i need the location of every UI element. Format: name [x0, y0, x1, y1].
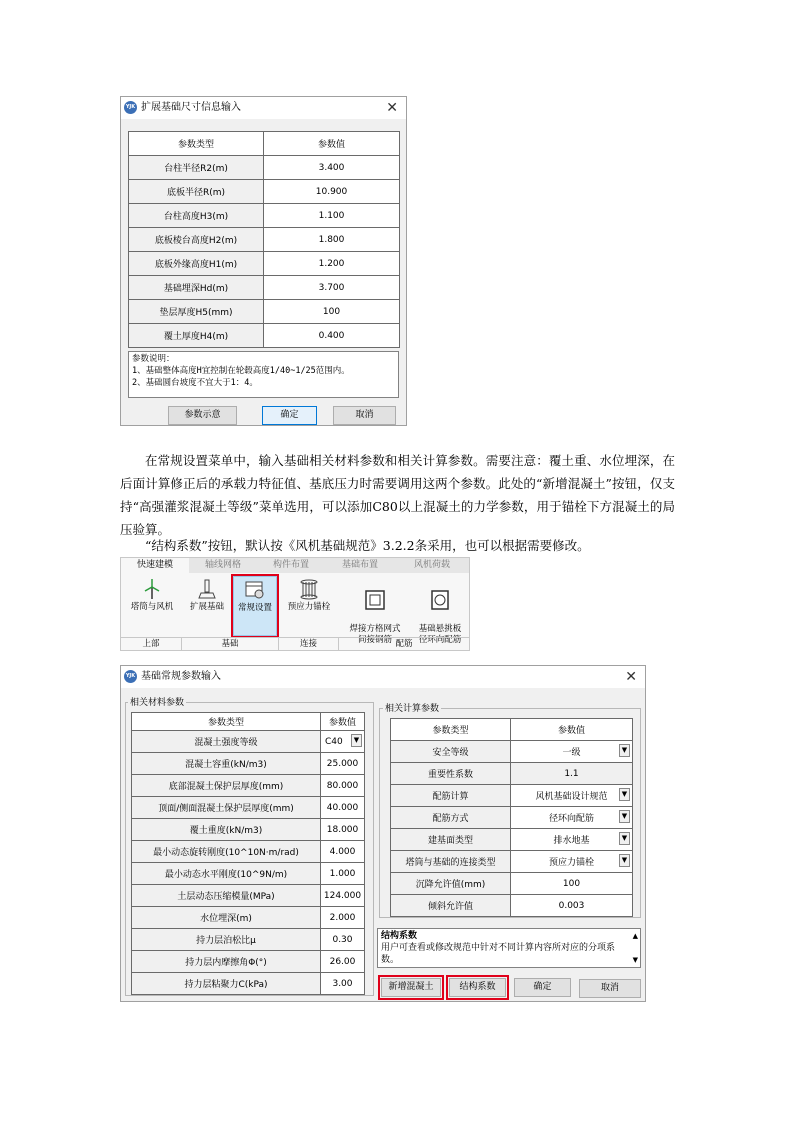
param-value-cell[interactable]: [511, 895, 633, 917]
struct-coef-info-box: [377, 928, 641, 968]
param-label: 垫层厚度H5(mm): [129, 300, 264, 324]
param-label: 最小动态水平刚度(10^9N/m): [132, 863, 321, 885]
group-rebar: 配筋: [395, 639, 413, 649]
tab-foundation-layout[interactable]: 基础布置: [341, 560, 378, 570]
welded-mesh-rebar-button[interactable]: [342, 576, 408, 645]
param-value-cell[interactable]: [321, 885, 365, 907]
tab-axis-grid[interactable]: 轴线网格: [204, 560, 241, 570]
button-label: 预应力锚栓: [287, 602, 331, 612]
table-row: [132, 929, 365, 951]
col-header-value: 参数值: [264, 132, 400, 156]
param-value-cell[interactable]: [321, 929, 365, 951]
table-row: [391, 741, 633, 763]
table-row: [391, 785, 633, 807]
param-value: 10.900: [315, 186, 348, 197]
param-label: 配筋计算: [391, 785, 511, 807]
param-label: 沉降允许值(mm): [391, 873, 511, 895]
group-upper: 上部: [121, 638, 182, 651]
table-row: [129, 156, 400, 180]
param-value: 一级: [562, 748, 581, 758]
param-value-cell[interactable]: [264, 252, 400, 276]
ribbon-tabs: [121, 558, 469, 573]
dialog-title: 扩展基础尺寸信息输入: [141, 102, 241, 113]
param-label: 底板外缘高度H1(m): [129, 252, 264, 276]
cancel-button[interactable]: 取消: [333, 406, 396, 425]
ok-button[interactable]: 确定: [262, 406, 317, 425]
note-line: 1、基础整体高度H宜控制在轮毂高度1/40~1/25范围内。: [132, 366, 350, 376]
table-row: [132, 797, 365, 819]
foundation-icon: [196, 578, 218, 600]
param-value: 径环向配筋: [548, 814, 594, 824]
param-value-cell[interactable]: [511, 785, 633, 807]
ok-button[interactable]: 确定: [514, 978, 571, 997]
param-label: 底板棱台高度H2(m): [129, 228, 264, 252]
group-connection: 连接: [279, 638, 339, 651]
param-label: 台柱高度H3(m): [129, 204, 264, 228]
param-value: 2.000: [329, 912, 356, 923]
dropdown-arrow-icon[interactable]: ▼: [351, 734, 362, 747]
param-value-cell[interactable]: [321, 797, 365, 819]
close-icon[interactable]: ✕: [625, 669, 637, 685]
param-label: 持力层泊松比μ: [132, 929, 321, 951]
group-foundation: 基础: [182, 638, 279, 651]
param-value-cell[interactable]: [321, 731, 365, 753]
radial-rebar-icon: [429, 589, 451, 611]
param-label: 塔筒与基础的连接类型: [391, 851, 511, 873]
material-group-title: 相关材料参数: [128, 695, 186, 708]
param-label: 顶面/侧面混凝土保护层厚度(mm): [132, 797, 321, 819]
table-row: [391, 829, 633, 851]
param-value-cell[interactable]: [321, 775, 365, 797]
param-value: 3.700: [318, 282, 345, 293]
tab-member-layout[interactable]: 构件布置: [272, 560, 309, 570]
param-value-cell[interactable]: [511, 741, 633, 763]
dialog-titlebar: [121, 97, 406, 119]
notes-box: [128, 351, 399, 398]
app-logo-icon: YJK: [124, 670, 137, 683]
param-value-cell[interactable]: [511, 807, 633, 829]
param-value-cell[interactable]: [264, 204, 400, 228]
param-value-cell[interactable]: [321, 907, 365, 929]
param-value: 1.800: [318, 234, 345, 245]
tab-wind-load[interactable]: 风机荷载: [413, 560, 450, 570]
param-label: 重要性系数: [391, 763, 511, 785]
table-row: [132, 841, 365, 863]
material-params-table: [131, 712, 365, 995]
paragraph-main: 在常规设置菜单中，输入基础相关材料参数和相关计算参数。需要注意：覆土重、水位埋深，在后面计算修正后的承载力特征值、基底压力时需要调用这两个参数。此处的“新增混凝土”按钮，仅支持“高强灌浆混凝土等级”菜单选用，可以添加C80以上混凝土的力学参数，用于锚栓下方混凝土的局压验算。: [120, 453, 675, 537]
param-value: 0.30: [332, 934, 353, 945]
col-header-value: 参数值: [511, 719, 633, 741]
param-label: 安全等级: [391, 741, 511, 763]
general-params-dialog: [120, 665, 646, 1002]
table-row: [132, 973, 365, 995]
param-value: 0.400: [318, 330, 345, 341]
struct-coef-button[interactable]: 结构系数: [449, 978, 506, 997]
info-text: 用户可查看或修改规范中针对不同计算内容所对应的分项系数。: [381, 943, 616, 965]
button-label: 常规设置: [237, 603, 272, 613]
param-label: 最小动态旋转刚度(10^10N·m/rad): [132, 841, 321, 863]
param-value-cell[interactable]: [511, 873, 633, 895]
param-value: 风机基础设计规范: [535, 792, 608, 802]
param-value: 25.000: [326, 758, 359, 769]
note-line: 参数说明：: [132, 354, 175, 364]
dropdown-arrow-icon[interactable]: ▼: [619, 788, 630, 801]
param-label: 配筋方式: [391, 807, 511, 829]
param-value-cell[interactable]: [321, 819, 365, 841]
wind-turbine-icon: [141, 578, 163, 600]
table-row: [391, 807, 633, 829]
ribbon-toolbar: [120, 557, 470, 651]
param-value: 100: [322, 306, 341, 317]
dialog-titlebar: [121, 666, 645, 688]
param-value: 1.200: [318, 258, 345, 269]
cancel-button[interactable]: 取消: [579, 979, 641, 998]
param-value: 3.400: [318, 162, 345, 173]
table-row: [132, 885, 365, 907]
dropdown-arrow-icon[interactable]: ▼: [619, 744, 630, 757]
calc-group-title: 相关计算参数: [383, 701, 441, 714]
col-header-type: 参数类型: [132, 713, 321, 731]
table-row: [132, 951, 365, 973]
param-value-cell[interactable]: [321, 841, 365, 863]
prestressed-anchor-button[interactable]: [281, 576, 337, 636]
scroll-down-icon[interactable]: ▼: [632, 956, 638, 964]
param-value: 124.000: [323, 890, 362, 901]
table-row: [129, 300, 400, 324]
dropdown-arrow-icon[interactable]: ▼: [619, 810, 630, 823]
settings-icon: [244, 579, 266, 601]
info-title: 结构系数: [381, 931, 418, 941]
param-value-cell[interactable]: [511, 763, 633, 785]
spread-foundation-button[interactable]: [184, 576, 230, 636]
add-concrete-button[interactable]: 新增混凝土: [381, 978, 441, 997]
dimension-dialog: [120, 96, 407, 426]
table-row: [129, 180, 400, 204]
param-label: 覆土重度(kN/m3): [132, 819, 321, 841]
table-row: [129, 228, 400, 252]
param-value-cell[interactable]: [264, 156, 400, 180]
param-value-cell[interactable]: [264, 324, 400, 348]
param-label: 台柱半径R2(m): [129, 156, 264, 180]
table-row: [391, 763, 633, 785]
param-label: 基础埋深Hd(m): [129, 276, 264, 300]
ribbon-groups: [121, 637, 469, 650]
table-row: [391, 851, 633, 873]
param-value: 4.000: [329, 846, 356, 857]
button-label: 扩展基础: [189, 602, 224, 612]
table-row: [132, 819, 365, 841]
anchor-bolt-icon: [298, 578, 320, 600]
param-value-cell[interactable]: [264, 276, 400, 300]
param-value: 80.000: [326, 780, 359, 791]
table-row: [132, 753, 365, 775]
param-value: 18.000: [326, 824, 359, 835]
param-value: 0.003: [558, 900, 585, 911]
app-logo-icon: YJK: [124, 101, 137, 114]
param-value: 排水地基: [553, 836, 590, 846]
scroll-up-icon[interactable]: ▲: [632, 932, 638, 940]
tab-quick-model[interactable]: 快速建模: [121, 558, 189, 573]
param-value: 100: [562, 878, 581, 889]
param-value: 26.00: [329, 956, 356, 967]
param-label: 水位埋深(m): [132, 907, 321, 929]
table-row: [132, 907, 365, 929]
cantilever-rebar-button[interactable]: [411, 576, 469, 645]
col-header-type: 参数类型: [391, 719, 511, 741]
param-value: 1.1: [564, 768, 579, 779]
general-settings-button[interactable]: [233, 576, 277, 636]
param-label: 混凝土强度等级: [132, 731, 321, 753]
note-line: 2、基础圆台坡度不宜大于1：4。: [132, 378, 258, 388]
param-value: C40: [325, 736, 343, 747]
table-row: [132, 731, 365, 753]
table-row: [391, 895, 633, 917]
table-row: [129, 252, 400, 276]
param-label: 混凝土容重(kN/m3): [132, 753, 321, 775]
table-row: [129, 276, 400, 300]
param-value-cell[interactable]: [264, 228, 400, 252]
param-value: 1.100: [318, 210, 345, 221]
close-icon[interactable]: ✕: [386, 100, 398, 116]
col-header-type: 参数类型: [129, 132, 264, 156]
param-label: 持力层内摩擦角Φ(°): [132, 951, 321, 973]
param-value-cell[interactable]: [264, 180, 400, 204]
dropdown-arrow-icon[interactable]: ▼: [619, 832, 630, 845]
button-label: 基础悬挑板 径环向配筋: [418, 624, 462, 645]
tower-turbine-button[interactable]: [124, 576, 180, 636]
table-row: [132, 863, 365, 885]
param-value-cell[interactable]: [511, 851, 633, 873]
calc-params-table: [390, 718, 633, 917]
button-label: 焊接方格网式 间接钢筋: [349, 624, 401, 645]
param-label: 建基面类型: [391, 829, 511, 851]
table-row: [129, 324, 400, 348]
param-label: 覆土厚度H4(m): [129, 324, 264, 348]
param-label: 持力层粘聚力C(kPa): [132, 973, 321, 995]
table-row: [132, 775, 365, 797]
param-label: 底板半径R(m): [129, 180, 264, 204]
param-illustration-button[interactable]: 参数示意: [168, 406, 237, 425]
param-label: 土层动态压缩模量(MPa): [132, 885, 321, 907]
param-value: 3.00: [332, 978, 353, 989]
param-value-cell[interactable]: [264, 300, 400, 324]
param-label: 倾斜允许值: [391, 895, 511, 917]
dropdown-arrow-icon[interactable]: ▼: [619, 854, 630, 867]
param-value: 预应力锚栓: [548, 858, 594, 868]
param-value: 40.000: [326, 802, 359, 813]
param-value-cell[interactable]: [321, 951, 365, 973]
param-value-cell[interactable]: [321, 973, 365, 995]
col-header-value: 参数值: [321, 713, 365, 731]
dimension-table: [128, 131, 400, 348]
paragraph-struct-coef: “结构系数”按钮，默认按《风机基础规范》3.2.2条采用，也可以根据需要修改。: [145, 538, 590, 553]
table-row: [129, 204, 400, 228]
param-value-cell[interactable]: [321, 753, 365, 775]
param-value-cell[interactable]: [321, 863, 365, 885]
param-label: 底部混凝土保护层厚度(mm): [132, 775, 321, 797]
table-row: [391, 873, 633, 895]
mesh-rebar-icon: [364, 589, 386, 611]
param-value-cell[interactable]: [511, 829, 633, 851]
dialog-title: 基础常规参数输入: [141, 671, 221, 682]
button-label: 塔筒与风机: [130, 602, 174, 612]
param-value: 1.000: [329, 868, 356, 879]
